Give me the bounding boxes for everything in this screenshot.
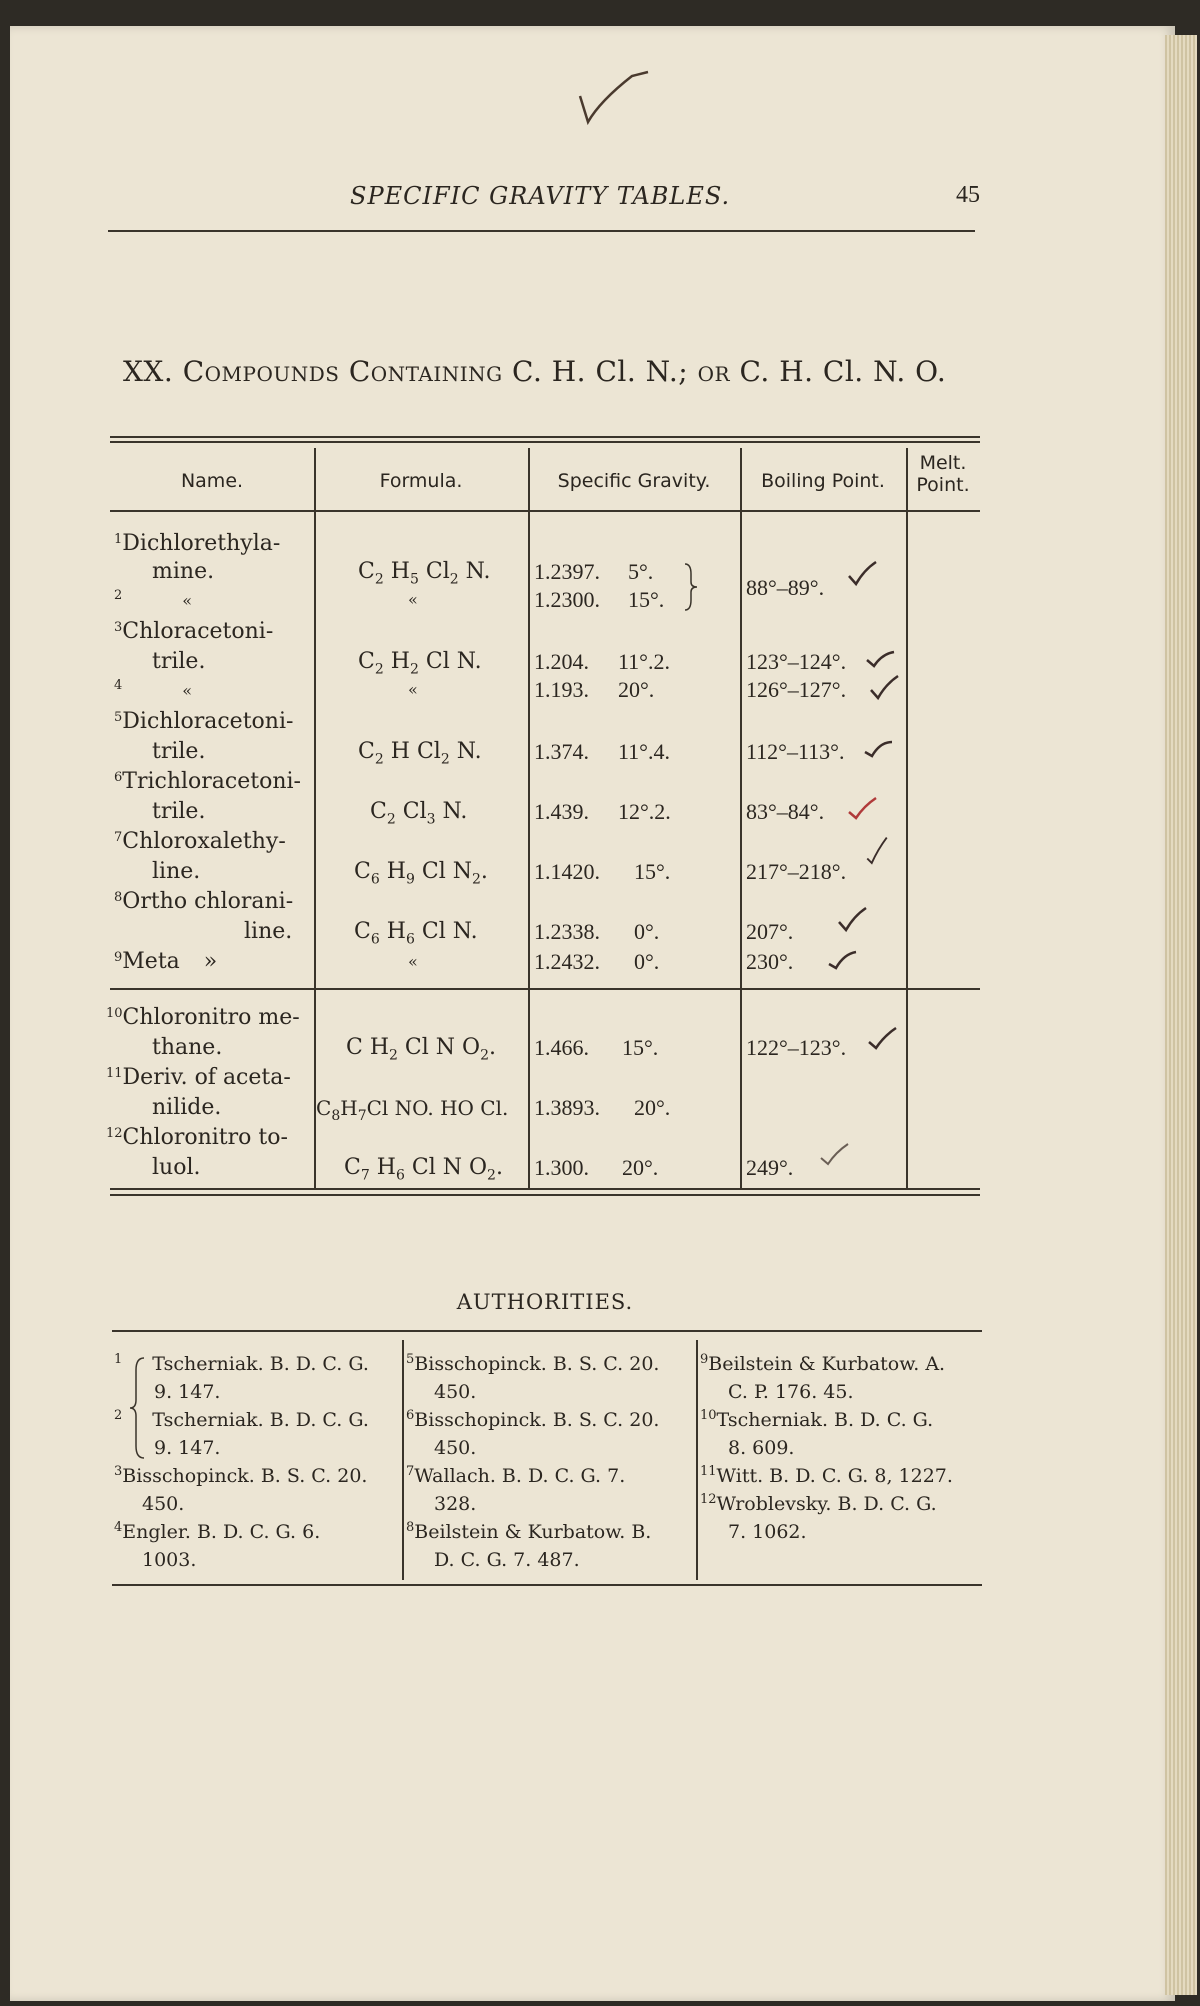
col-divider-1 [314,448,316,1188]
authority-entry: $^3$Bisschopinck. B. S. C. 20. [114,1464,368,1487]
authority-entry: $^5$Bisschopinck. B. S. C. 20. [406,1352,660,1375]
formula-row-2: « [408,590,418,609]
name-row-10: $^{10}$Chloronitro me- [106,1005,300,1030]
bp-row-3: 123°–124°. [746,649,847,674]
formula-row-8: $C_6$ $H_6$ Cl N. [354,919,478,948]
authorities-title: AUTHORITIES. [456,1290,634,1314]
authority-entry: $^9$Beilstein & Kurbatow. A. [700,1352,946,1375]
authorities-col-3: $^9$Beilstein & Kurbatow. A. C. P. 176. 45. $^{10}$Tscherniak. B. D. C. G. 8. 609. $^{11}$Witt. B. D. C. G. 8, 1227. $^{12}$Wroblevsky. B. D. C. G. 7. 1062. [700,1350,990,1546]
name-row-11b: nilide. [152,1095,222,1120]
bp-row-6: 83°–84°. [746,799,825,824]
authority-entry: $^4$Engler. B. D. C. G. 6. [114,1520,321,1543]
header-name: Name. [180,470,244,492]
tick-mark-icon [868,672,902,702]
formula-row-7: $C_6$ $H_9$ Cl $N_2$. [354,859,488,888]
authorities-top-rule [112,1330,982,1332]
table-bottom-rule [110,1188,980,1190]
name-row-9: $^9$Meta » [114,949,218,974]
header-melting-point: Melt. Point. [916,452,970,496]
name-row-11: $^{11}$Deriv. of aceta- [106,1065,291,1090]
col-divider-2 [528,448,530,1188]
col-divider-3 [740,448,742,1188]
formula-row-10: C $H_2$ Cl N $O_2$. [346,1035,496,1064]
authorities-col-2: $^5$Bisschopinck. B. S. C. 20. 450. $^6$Bisschopinck. B. S. C. 20. 450. $^7$Wallach. B. D. C. G. 7. 328. $^8$Beilstein & Kurbatow. B. D. C. G. 7. 487. [406,1350,696,1574]
name-row-2: $^2$ « [114,588,193,610]
table-top-rule [110,436,980,438]
sg-row-5: 1.374. 11°.4. [534,739,670,764]
authority-entry: $^{11}$Witt. B. D. C. G. 8, 1227. [700,1464,953,1487]
bp-row-5: 112°–113°. [746,739,845,764]
bp-row-8: 207°. [746,919,794,944]
formula-row-3: $C_2$ $H_2$ Cl N. [358,649,482,678]
sg-row-12: 1.300. 20°. [534,1155,659,1180]
header-boiling-point: Boiling Point. [761,470,885,492]
name-row-5b: trile. [152,739,206,764]
running-header [100,182,980,212]
tick-mark-icon [860,836,894,866]
formula-row-12: $C_7$ $H_6$ Cl N $O_2$. [344,1155,503,1184]
name-row-5: $^5$Dichloracetoni- [114,709,294,734]
authority-entry: $^1$ Tscherniak. B. D. C. G. [114,1352,369,1375]
tick-mark-icon [862,732,896,762]
name-row-3b: trile. [152,649,206,674]
formula-row-11: $C_8H_7Cl$ NO. HO Cl. [316,1096,509,1124]
bp-row-4: 126°–127°. [746,677,847,702]
name-row-8: $^8$Ortho chlorani- [114,889,294,914]
sg-row-8: 1.2338. 0°. [534,919,660,944]
header-rule [108,230,975,232]
name-row-1: $^1$Dichlorethyla- [114,531,281,556]
bp-row-10: 122°–123°. [746,1035,847,1060]
name-row-12: $^{12}$Chloronitro to- [106,1125,288,1150]
name-row-12b: luol. [152,1155,201,1180]
authority-entry: $^6$Bisschopinck. B. S. C. 20. [406,1408,660,1431]
section-title: XX. Compounds Containing C. H. Cl. N.; or C. H. Cl. N. O. [123,355,947,388]
bp-row-1-2: 88°–89°. [746,575,825,600]
right-brace [683,562,699,612]
tick-mark-icon [866,1024,900,1054]
sg-row-6: 1.439. 12°.2. [534,799,671,824]
bp-row-9: 230°. [746,949,794,974]
tick-mark-icon [836,904,870,934]
sg-row-11: 1.3893. 20°. [534,1095,671,1120]
name-row-7: $^7$Chloroxalethy- [114,829,286,854]
formula-row-4: « [408,680,418,699]
auth-divider-2 [696,1340,698,1580]
authority-entry: $^{10}$Tscherniak. B. D. C. G. [700,1408,934,1431]
name-row-7b: line. [152,859,201,884]
table-bottom-rule-2 [110,1194,980,1196]
name-row-1b: mine. [152,559,215,584]
formula-row-9: « [408,952,418,971]
header-specific-gravity: Specific Gravity. [557,470,711,492]
col-divider-4 [906,448,908,1188]
name-row-4: $^4$ « [114,678,193,700]
table-top-rule-2 [110,441,980,443]
group-rule [110,988,980,990]
tick-mark-icon [826,944,860,974]
name-row-10b: thane. [152,1035,223,1060]
sg-row-2: 1.2300. 15°. [534,587,665,612]
sg-row-7: 1.1420. 15°. [534,859,671,884]
sg-row-9: 1.2432. 0°. [534,949,660,974]
page-number: 45 [956,182,980,208]
name-row-6: $^6$Trichloracetoni- [114,769,301,794]
sg-row-4: 1.193. 20°. [534,677,655,702]
formula-row-6: $C_2$ $Cl_3$ N. [370,799,468,828]
running-title: SPECIFIC GRAVITY TABLES. [350,182,731,210]
bp-row-7: 217°–218°. [746,859,847,884]
tick-mark-icon [846,558,880,588]
tick-mark-icon [818,1140,852,1170]
sg-row-1: 1.2397. 5°. [534,559,654,584]
authority-entry: $^2$ Tscherniak. B. D. C. G. [114,1408,369,1431]
header-formula: Formula. [379,470,463,492]
sg-row-10: 1.466. 15°. [534,1035,659,1060]
name-row-3: $^3$Chloracetoni- [114,619,274,644]
sg-row-3: 1.204. 11°.2. [534,649,670,674]
tick-mark-red-icon [846,794,880,824]
formula-row-5: $C_2$ H $Cl_2$ N. [358,739,482,768]
page-edge [1165,35,1197,1995]
header-bottom-rule [110,510,980,512]
name-row-8b: line. [244,919,293,944]
tick-mark-icon [864,644,898,674]
authorities-col-1: $^1$ Tscherniak. B. D. C. G. 9. 147. $^2$ Tscherniak. B. D. C. G. 9. 147. $^3$Bisschopinck. B. S. C. 20. 450. $^4$Engler. B. D. C. G. 6. 1003. [114,1350,404,1574]
name-row-6b: trile. [152,799,206,824]
handwritten-check-mark [570,66,660,136]
bp-row-12: 249°. [746,1155,794,1180]
authority-entry: $^{12}$Wroblevsky. B. D. C. G. [700,1492,937,1515]
authority-entry: $^8$Beilstein & Kurbatow. B. [406,1520,652,1543]
authorities-bottom-rule [112,1584,982,1586]
authority-entry: $^7$Wallach. B. D. C. G. 7. [406,1464,626,1487]
formula-row-1: $C_2$ $H_5$ $Cl_2$ N. [358,559,491,588]
